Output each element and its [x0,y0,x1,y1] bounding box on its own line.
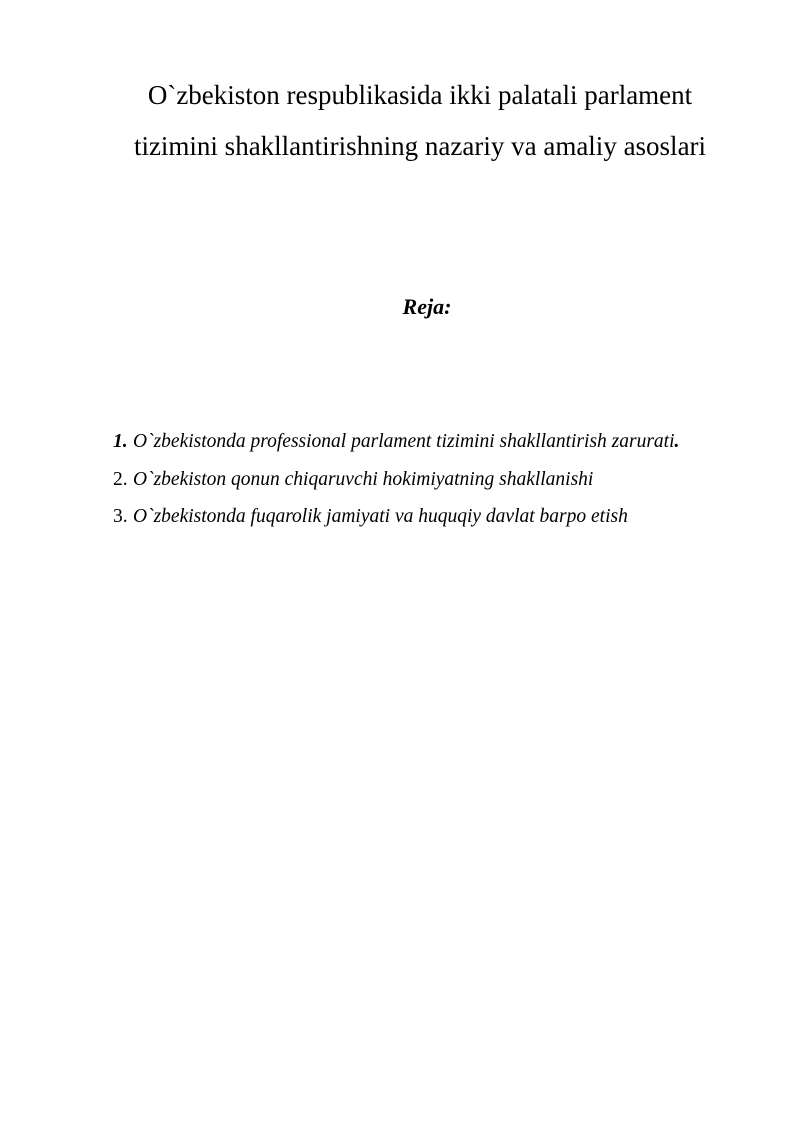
plan-item-text: O`zbekistonda fuqarolik jamiyati va huquqiy davlat barpo etish [133,506,628,527]
plan-item-number: 3. [113,506,128,527]
plan-item-text: O`zbekiston qonun chiqaruvchi hokimiyatning shakllanishi [133,468,594,490]
plan-item-1 [113,430,679,468]
document-title-line-1: O`zbekiston respublikasida ikki palatali parlament [147,80,693,110]
plan-item-2 [113,468,679,506]
plan-item-text: O`zbekistonda professional parlament tizimini shakllantirish zarurati [133,431,675,452]
plan-heading: Reja: [402,294,452,319]
document-title-line-2: tizimini shakllantirishning nazariy va amaliy asoslari [133,131,707,161]
plan-item-trailing-mark: . [674,431,680,452]
plan-list [113,430,679,543]
plan-item-number: 1. [113,431,128,452]
plan-item-3 [113,505,679,543]
plan-item-number: 2. [113,468,128,490]
